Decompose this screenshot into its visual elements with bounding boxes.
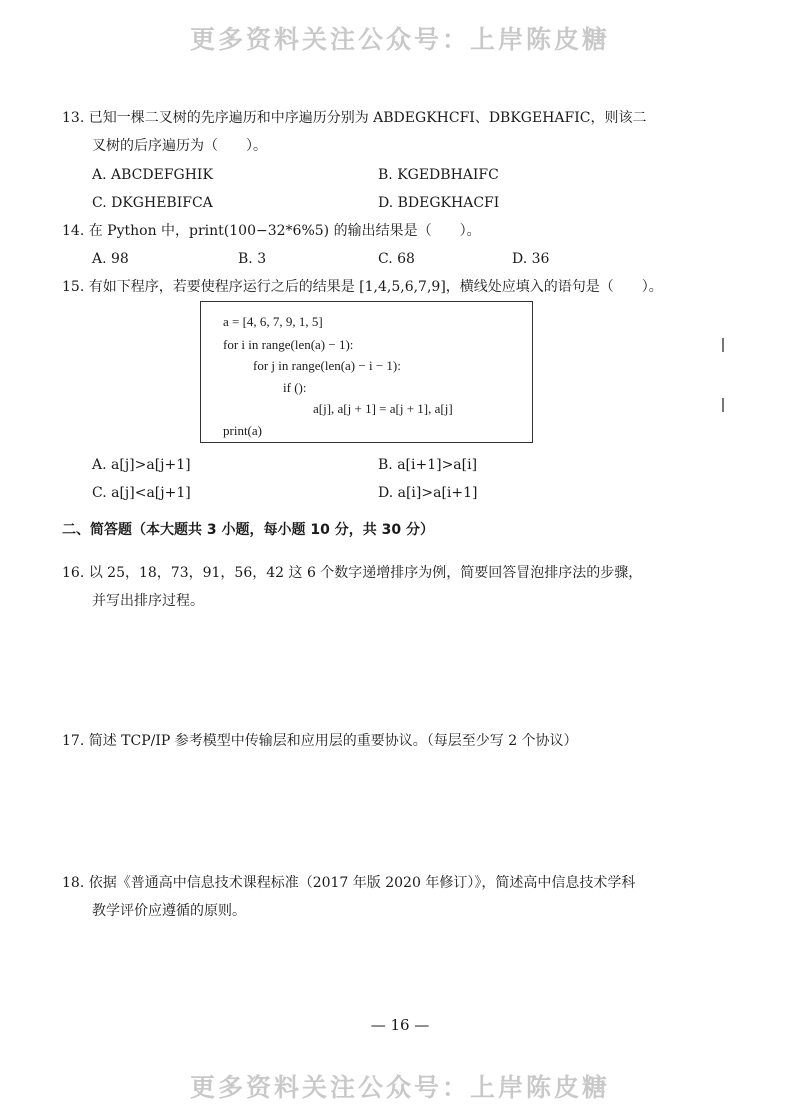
q14-option-d: D. 36 (512, 251, 550, 267)
q16-text-line2: 并写出排序过程。 (92, 593, 204, 609)
q18-text-line1: 18. 依据《普通高中信息技术课程标准（2017 年版 2020 年修订）》，简述高中信息技术学科 (62, 875, 636, 891)
q15-option-b: B. a[i+1]>a[i] (378, 457, 478, 473)
q13-option-b: B. KGEDBHAIFC (378, 167, 499, 183)
q13-text-line1: 13. 已知一棵二叉树的先序遍历和中序遍历分别为 ABDEGKHCFI、DBKGEHAFIC，则该二 (62, 110, 647, 126)
q17-text: 17. 简述 TCP/IP 参考模型中传输层和应用层的重要协议。（每层至少写 2 个协议） (62, 733, 578, 749)
q13-option-c: C. DKGHEBIFCA (92, 195, 213, 211)
code-block (200, 301, 533, 443)
q13-option-a: A. ABCDEFGHIK (92, 167, 213, 183)
code-line-4: if (): (283, 380, 307, 395)
q14-option-b: B. 3 (238, 251, 267, 267)
scan-mark (722, 338, 724, 352)
q18-text-line2: 教学评价应遵循的原则。 (92, 903, 246, 919)
code-line-5: a[j], a[j + 1] = a[j + 1], a[j] (313, 401, 453, 416)
page-number: — 16 — (370, 1016, 430, 1034)
q15-text: 15. 有如下程序，若要使程序运行之后的结果是 [1,4,5,6,7,9]，横线处应填入的语句是（ ）。 (62, 279, 663, 295)
code-line-2: for i in range(len(a) − 1): (223, 337, 354, 352)
code-line-1: a = [4, 6, 7, 9, 1, 5] (223, 314, 323, 329)
q14-option-c: C. 68 (378, 251, 415, 267)
q13-text-line2: 叉树的后序遍历为（ ）。 (92, 138, 267, 154)
q15-option-d: D. a[i]>a[i+1] (378, 485, 478, 501)
q13-option-d: D. BDEGKHACFI (378, 195, 500, 211)
q15-option-a: A. a[j]>a[j+1] (92, 457, 191, 473)
scan-mark (722, 398, 724, 412)
q14-text: 14. 在 Python 中，print(100−32*6%5) 的输出结果是（ ）。 (62, 223, 481, 239)
watermark-top: 更多资料关注公众号：上岸陈皮糖 (189, 25, 610, 54)
q15-option-c: C. a[j]<a[j+1] (92, 485, 191, 501)
watermark-bottom: 更多资料关注公众号：上岸陈皮糖 (189, 1073, 610, 1102)
code-line-3: for j in range(len(a) − i − 1): (253, 358, 401, 373)
q14-option-a: A. 98 (92, 251, 129, 267)
q16-text-line1: 16. 以 25，18，73，91，56，42 这 6 个数字递增排序为例，简要回答冒泡排序法的步骤， (62, 565, 643, 581)
code-line-6: print(a) (223, 423, 262, 438)
section-heading: 二、简答题（本大题共 3 小题，每小题 10 分，共 30 分） (62, 522, 434, 538)
